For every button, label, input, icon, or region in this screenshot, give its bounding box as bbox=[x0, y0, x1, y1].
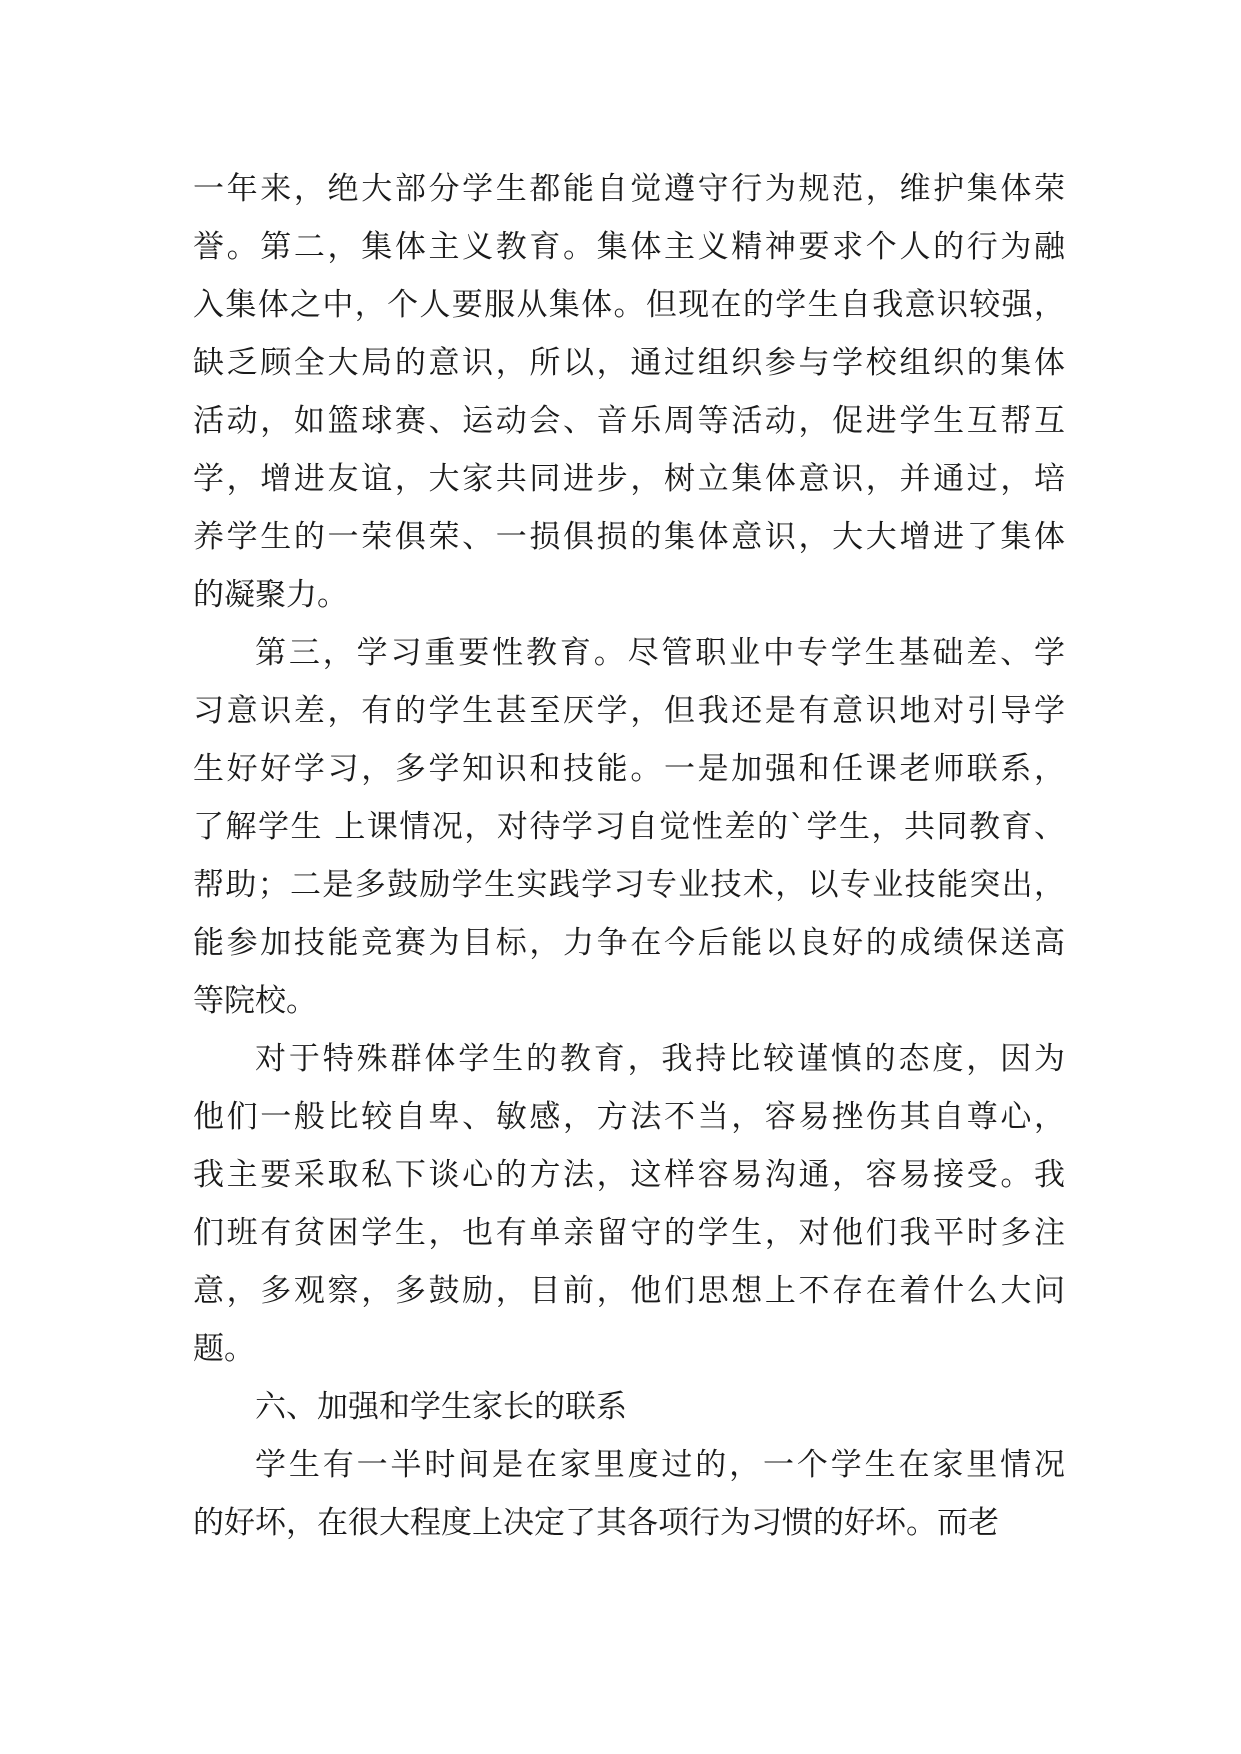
text-line: 题。 bbox=[193, 1331, 255, 1367]
text-line: 对于特殊群体学生的教育，我持比较谨慎的态度，因为 bbox=[255, 1041, 1065, 1077]
text-line: 誉。第二，集体主义教育。集体主义精神要求个人的行为融 bbox=[193, 229, 1065, 265]
text-line: 学生有一半时间是在家里度过的，一个学生在家里情况 bbox=[255, 1447, 1065, 1483]
text-line: 一年来，绝大部分学生都能自觉遵守行为规范，维护集体荣 bbox=[193, 171, 1065, 207]
text-line: 学，增进友谊，大家共同进步，树立集体意识，并通过，培 bbox=[193, 461, 1065, 497]
text-line: 我主要采取私下谈心的方法，这样容易沟通，容易接受。我 bbox=[193, 1157, 1065, 1193]
text-line: 能参加技能竞赛为目标，力争在今后能以良好的成绩保送高 bbox=[193, 925, 1065, 961]
text-line: 了解学生 上课情况，对待学习自觉性差的`学生，共同教育、 bbox=[193, 809, 1065, 845]
text-line: 缺乏顾全大局的意识，所以，通过组织参与学校组织的集体 bbox=[193, 345, 1065, 381]
text-line: 等院校。 bbox=[193, 983, 317, 1019]
text-line: 意，多观察，多鼓励，目前，他们思想上不存在着什么大问 bbox=[193, 1273, 1065, 1309]
paragraph bbox=[193, 160, 1065, 624]
text-line: 们班有贫困学生，也有单亲留守的学生，对他们我平时多注 bbox=[193, 1215, 1065, 1251]
text-line: 第三，学习重要性教育。尽管职业中专学生基础差、学 bbox=[255, 635, 1065, 671]
text-line: 他们一般比较自卑、敏感，方法不当，容易挫伤其自尊心， bbox=[193, 1099, 1065, 1135]
text-line: 的凝聚力。 bbox=[193, 577, 348, 613]
text-line: 养学生的一荣俱荣、一损俱损的集体意识，大大增进了集体 bbox=[193, 519, 1065, 555]
text-line: 习意识差，有的学生甚至厌学，但我还是有意识地对引导学 bbox=[193, 693, 1065, 729]
text-line: 活动，如篮球赛、运动会、音乐周等活动，促进学生互帮互 bbox=[193, 403, 1065, 439]
text-line: 帮助；二是多鼓励学生实践学习专业技术，以专业技能突出， bbox=[193, 867, 1065, 903]
text-line: 入集体之中，个人要服从集体。但现在的学生自我意识较强， bbox=[193, 287, 1065, 323]
text-line: 六、加强和学生家长的联系 bbox=[255, 1389, 627, 1425]
paragraph bbox=[193, 624, 1065, 1030]
text-line: 的好坏，在很大程度上决定了其各项行为习惯的好坏。而老 bbox=[193, 1505, 999, 1541]
document-body bbox=[193, 160, 1065, 1552]
paragraph bbox=[193, 1436, 1065, 1552]
paragraph bbox=[193, 1030, 1065, 1378]
text-line: 生好好学习，多学知识和技能。一是加强和任课老师联系， bbox=[193, 751, 1065, 787]
paragraph bbox=[193, 1378, 1065, 1436]
